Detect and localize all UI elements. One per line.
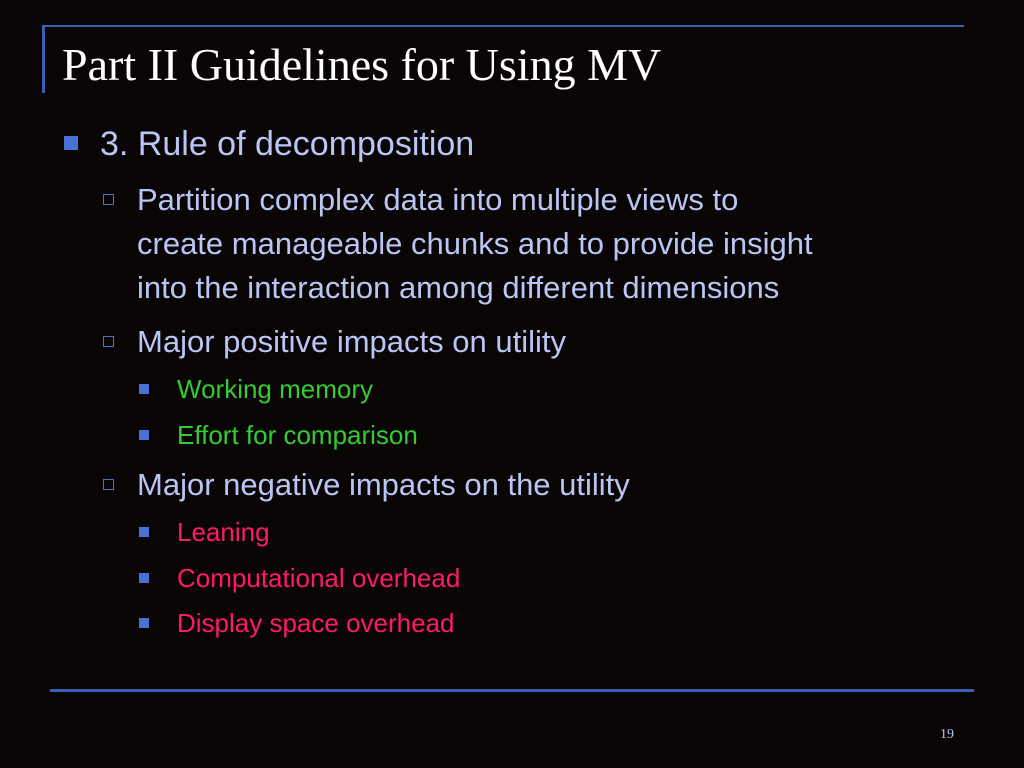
bullet-partition	[137, 178, 813, 310]
hollow-square-bullet-icon	[103, 336, 114, 347]
partition-line-1: Partition complex data into multiple views to	[137, 182, 739, 217]
bullet-text: Working memory	[177, 374, 374, 404]
page-number: 19	[940, 727, 954, 742]
square-bullet-icon	[139, 618, 149, 628]
title-frame-vertical-line	[42, 25, 45, 93]
bullet-working-memory	[177, 371, 373, 407]
bullet-computational-overhead	[177, 560, 460, 596]
square-bullet-icon	[139, 573, 149, 583]
bullet-text: Major negative impacts on the utility	[137, 467, 630, 502]
title-frame-horizontal-line	[42, 25, 964, 27]
bullet-leaning	[177, 514, 270, 550]
bullet-text: Leaning	[177, 517, 270, 547]
square-bullet-icon	[139, 527, 149, 537]
bullet-text: Effort for comparison	[177, 420, 418, 450]
bullet-text: Computational overhead	[177, 563, 461, 593]
partition-line-2: create manageable chunks and to provide insight	[137, 226, 813, 261]
hollow-square-bullet-icon	[103, 194, 114, 205]
bullet-negative-impacts	[137, 463, 630, 507]
footer-divider	[50, 689, 974, 692]
bullet-display-space-overhead	[177, 605, 455, 641]
square-bullet-icon	[139, 384, 149, 394]
square-bullet-icon	[64, 136, 78, 150]
hollow-square-bullet-icon	[103, 479, 114, 490]
slide-title: Part II Guidelines for Using MV	[62, 39, 662, 90]
bullet-text: Major positive impacts on utility	[137, 324, 566, 359]
partition-line-3: into the interaction among different dimensions	[137, 270, 780, 305]
bullet-rule-of-decomposition	[100, 122, 474, 166]
bullet-text: 3. Rule of decomposition	[100, 125, 475, 163]
bullet-positive-impacts	[137, 320, 566, 364]
square-bullet-icon	[139, 430, 149, 440]
bullet-effort-for-comparison	[177, 417, 418, 453]
bullet-text: Display space overhead	[177, 608, 455, 638]
